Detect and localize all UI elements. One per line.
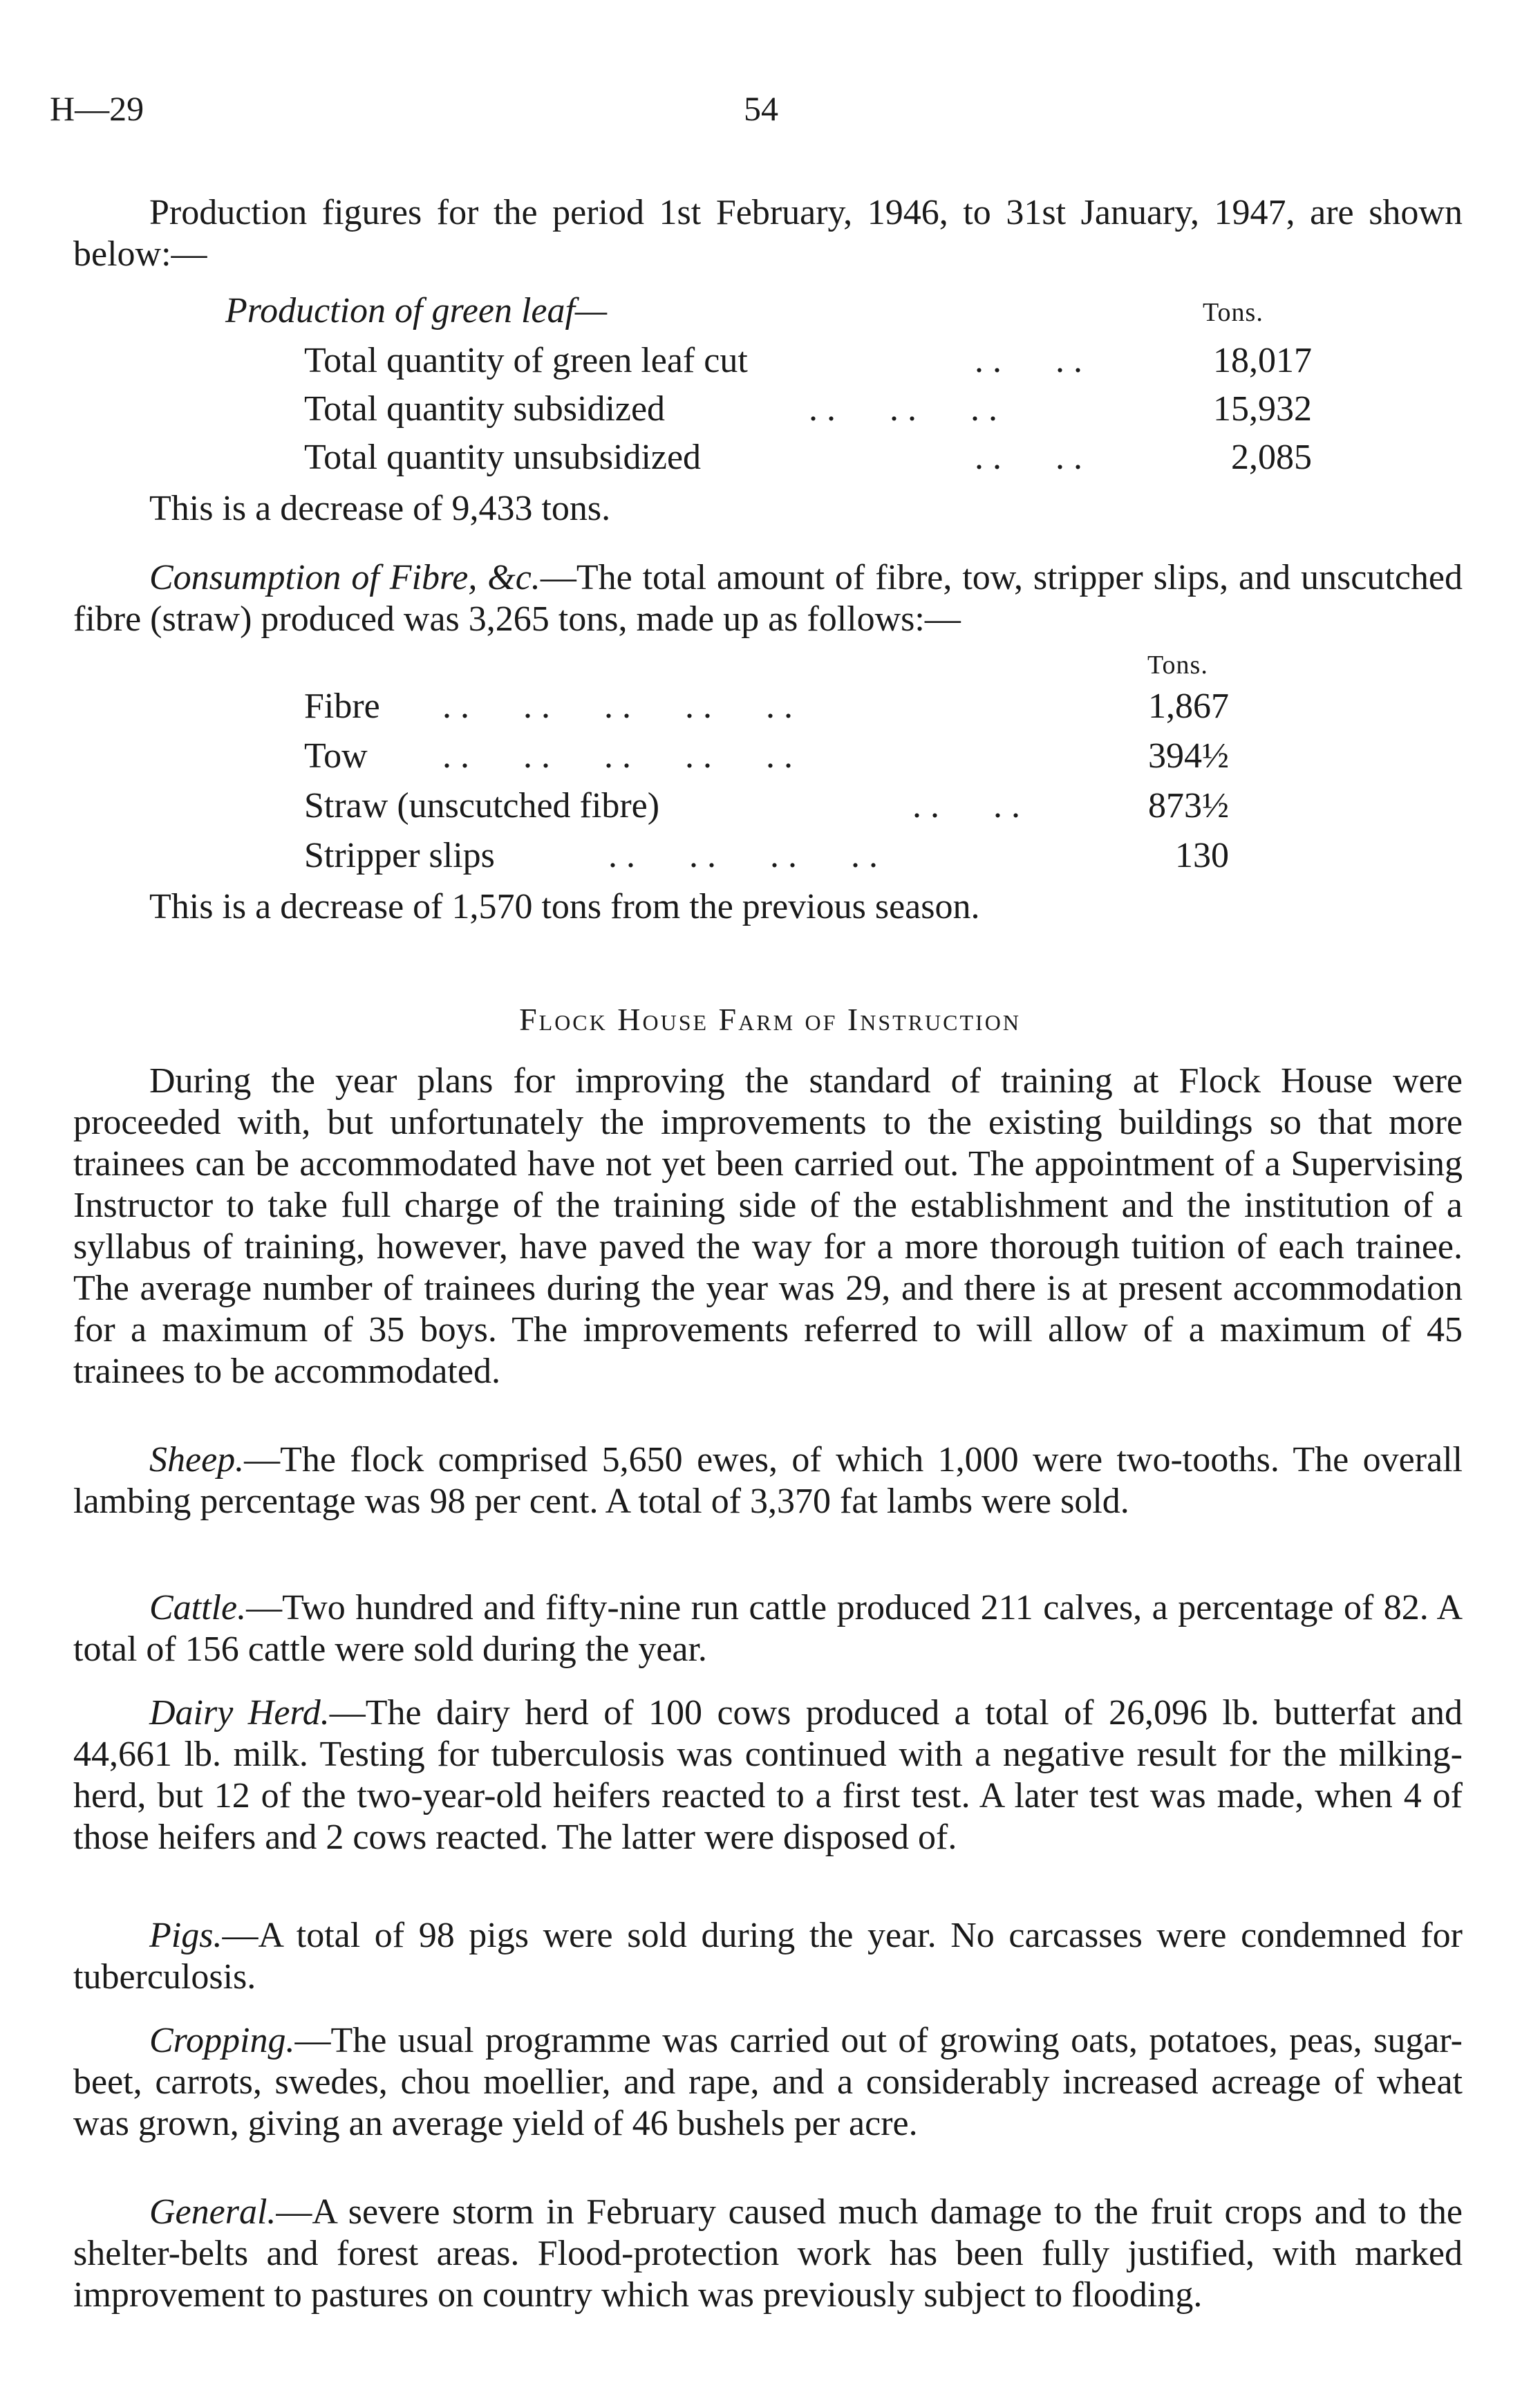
cattle-paragraph [73,1587,1463,1670]
dairy-herd-paragraph [73,1692,1463,1858]
cropping-paragraph [73,2020,1463,2145]
pigs-paragraph [73,1915,1463,1998]
fibre-paragraph [73,557,1463,640]
cattle-title: Cattle. [149,1588,247,1627]
green-leaf-row-label: Total quantity unsubsidized [304,438,702,477]
leader-dots: . . . . . . . . [608,836,878,875]
green-leaf-row-value: 15,932 [1213,389,1312,429]
fibre-note: This is a decrease of 1,570 tons from the previous season. [149,887,980,926]
green-leaf-title: Production of green leaf— [225,291,608,330]
fibre-title: Consumption of Fibre, &c. [149,558,541,597]
green-leaf-unit: Tons. [1203,298,1264,327]
sheep-paragraph [73,1439,1463,1522]
dairy-herd-text: —The dairy herd of 100 cows produced a total of 26,096 lb. butterfat and 44,661 lb. milk. Testing for tuberculosis was continued with a negative result for the milking-herd, but 12 of the two-year-old heifers reacted to a first test. A later test was made, when 4 of those heifers and 2 cows reacted. The latter were disposed of. [73,1693,1463,1857]
general-text: —A severe storm in February caused much damage to the fruit crops and to the shelter-belts and forest areas. Flood-protection work has been fully justified, with marked improvement to pastures on country which was previously subject to flooding. [73,2192,1463,2315]
flock-house-intro: During the year plans for improving the standard of training at Flock House were proceeded with, but unfortunately the improvements to the existing buildings so that more trainees can be accommodated have not yet been carried out. The appointment of a Supervising Instructor to take full charge of the training side of the establishment and the institution of a syllabus of training, however, have paved the way for a more thorough tuition of each trainee. The average number of trainees during the year was 29, and there is at present accommodation for a maximum of 35 boys. The improvements referred to will allow of a maximum of 45 trainees to be accommodated. [73,1061,1463,1391]
page-number: 54 [744,89,778,128]
green-leaf-row-value: 18,017 [1213,341,1312,380]
intro-paragraph: Production figures for the period 1st February, 1946, to 31st January, 1947, are shown below:— [73,193,1463,274]
pigs-text: —A total of 98 pigs were sold during the year. No carcasses were condemned for tuberculosis. [73,1916,1463,1997]
section-heading: Flock House Farm of Instruction [519,1002,1021,1037]
fibre-row-label: Stripper slips [304,836,495,875]
cattle-text: —Two hundred and fifty-nine run cattle produced 211 calves, a percentage of 82. A total of 156 cattle were sold during the year. [73,1588,1463,1669]
fibre-row-label: Straw (unscutched fibre) [304,786,660,825]
leader-dots: . . . . . . . . . . [442,736,793,776]
leader-dots: . . . . [975,438,1082,477]
dairy-herd-title: Dairy Herd. [149,1693,330,1733]
leader-dots: . . . . . . . . . . [442,687,793,726]
green-leaf-row-value: 2,085 [1231,438,1312,477]
pigs-title: Pigs. [149,1916,223,1955]
sheep-title: Sheep. [149,1440,245,1479]
leader-dots: . . . . [912,786,1020,825]
sheep-text: —The flock comprised 5,650 ewes, of which 1,000 were two-tooths. The overall lambing percentage was 98 per cent. A total of 3,370 fat lambs were sold. [73,1440,1463,1521]
green-leaf-note: This is a decrease of 9,433 tons. [149,489,611,528]
fibre-row-value: 394½ [1148,736,1229,776]
green-leaf-row-label: Total quantity of green leaf cut [304,341,748,380]
cropping-title: Cropping. [149,2021,295,2060]
green-leaf-row-label: Total quantity subsidized [304,389,666,429]
fibre-row-label: Tow [304,736,368,776]
general-title: General. [149,2192,276,2232]
fibre-text: —The total amount of fibre, tow, stripper slips, and unscutched fibre (straw) produced was 3,265 tons, made up as follows:— [73,558,1463,639]
fibre-row-value: 1,867 [1148,687,1229,726]
fibre-unit: Tons. [1147,651,1208,680]
leader-dots: . . . . . . [809,389,997,429]
leader-dots: . . . . [975,341,1082,380]
document-reference: H—29 [50,89,144,128]
fibre-row-value: 873½ [1148,786,1229,825]
cropping-text: —The usual programme was carried out of growing oats, potatoes, peas, sugar-beet, carrots, swedes, chou moellier, and rape, and a considerably increased acreage of wheat was grown, giving an average yield of 46 bushels per acre. [73,2021,1463,2143]
fibre-row-label: Fibre [304,687,380,726]
general-paragraph [73,2192,1463,2316]
fibre-row-value: 130 [1175,836,1229,875]
